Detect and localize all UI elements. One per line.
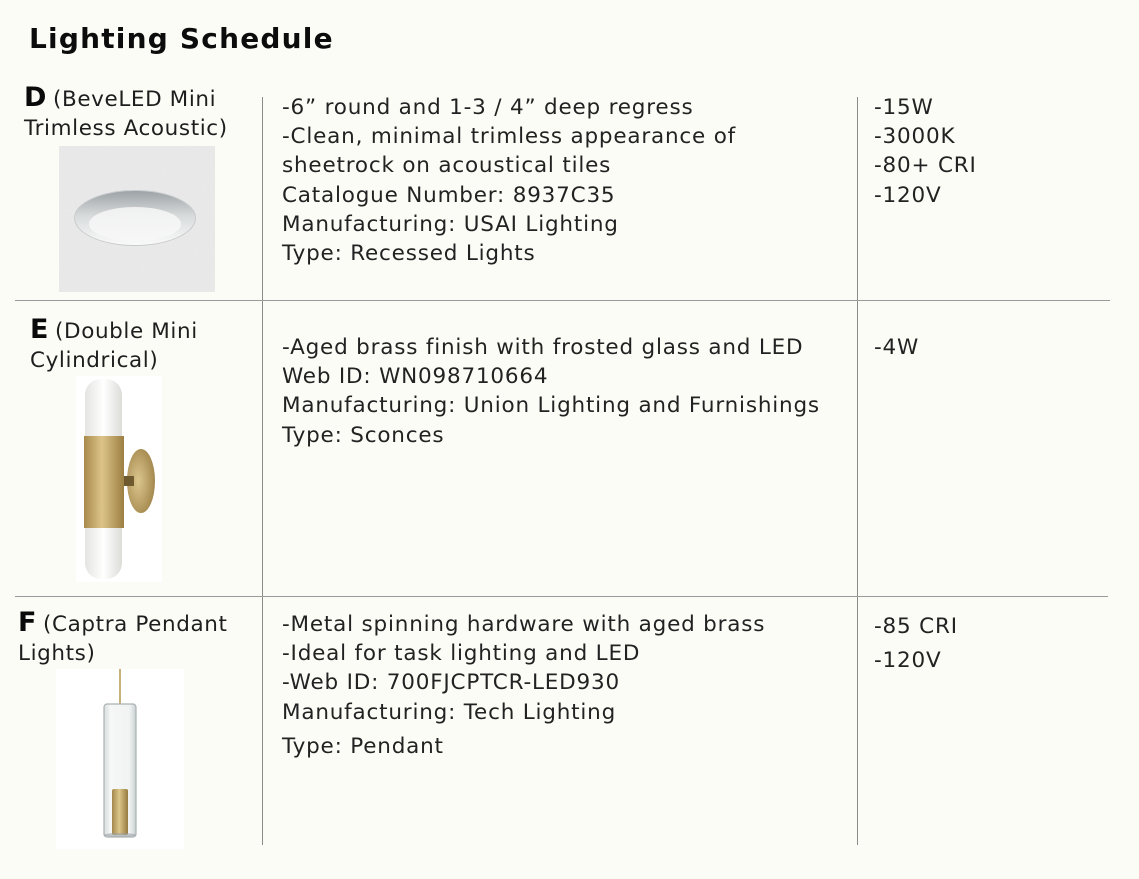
description-line: Web ID: WN098710664 <box>282 364 549 390</box>
brass-sconce-photo <box>76 376 162 582</box>
description-line: Type: Recessed Lights <box>282 241 536 267</box>
description-line: -Ideal for task lighting and LED <box>282 641 641 667</box>
fixture-code: E <box>30 314 50 345</box>
fixture-description-d <box>282 93 736 268</box>
column-divider-1 <box>262 97 263 845</box>
fixture-name-line1: (Double Mini <box>55 319 198 344</box>
spec-line: -15W <box>874 95 934 120</box>
fixture-code: D <box>24 82 48 113</box>
fixture-label-e <box>30 315 198 375</box>
recessed-downlight-photo <box>59 146 215 292</box>
spec-line: -4W <box>874 335 920 360</box>
fixture-description-f <box>282 610 765 761</box>
fixture-name-line2: Lights) <box>18 641 96 666</box>
row-divider-2 <box>15 596 1108 597</box>
spec-line: -80+ CRI <box>874 153 977 179</box>
description-line: Type: Pendant <box>282 733 444 759</box>
description-line: sheetrock on acoustical tiles <box>282 153 612 179</box>
glass-pendant-photo <box>56 669 184 849</box>
spec-line: -120V <box>874 182 942 208</box>
fixture-label-d <box>24 83 228 143</box>
fixture-label-f <box>18 608 227 668</box>
fixture-name-line2: Trimless Acoustic) <box>24 116 228 141</box>
description-line: -6” round and 1-3 / 4” deep regress <box>282 95 694 120</box>
fixture-name-line1: (BeveLED Mini <box>53 87 217 112</box>
description-line: Manufacturing: Tech Lighting <box>282 699 617 725</box>
column-divider-2 <box>857 97 858 845</box>
description-line: Manufacturing: USAI Lighting <box>282 211 619 237</box>
spec-line: -120V <box>874 648 942 673</box>
description-line: Manufacturing: Union Lighting and Furnishings <box>282 393 820 419</box>
spec-line: -85 CRI <box>874 614 958 639</box>
fixture-description-e <box>282 333 820 450</box>
fixture-name-line1: (Captra Pendant <box>43 612 228 637</box>
fixture-specs-e <box>874 333 919 362</box>
description-line: -Aged brass finish with frosted glass and LED <box>282 335 804 360</box>
fixture-specs-d <box>874 93 977 210</box>
spec-line: -3000K <box>874 124 956 150</box>
fixture-specs-f <box>874 610 958 678</box>
fixture-name-line2: Cylindrical) <box>30 348 159 373</box>
row-divider-1 <box>15 300 1110 301</box>
description-line: Catalogue Number: 8937C35 <box>282 182 616 208</box>
description-line: -Metal spinning hardware with aged brass <box>282 612 766 637</box>
page-title: Lighting Schedule <box>29 22 334 55</box>
description-line: -Clean, minimal trimless appearance of <box>282 124 737 150</box>
description-line: Type: Sconces <box>282 422 445 448</box>
fixture-code: F <box>18 607 38 638</box>
description-line: -Web ID: 700FJCPTCR-LED930 <box>282 670 620 696</box>
